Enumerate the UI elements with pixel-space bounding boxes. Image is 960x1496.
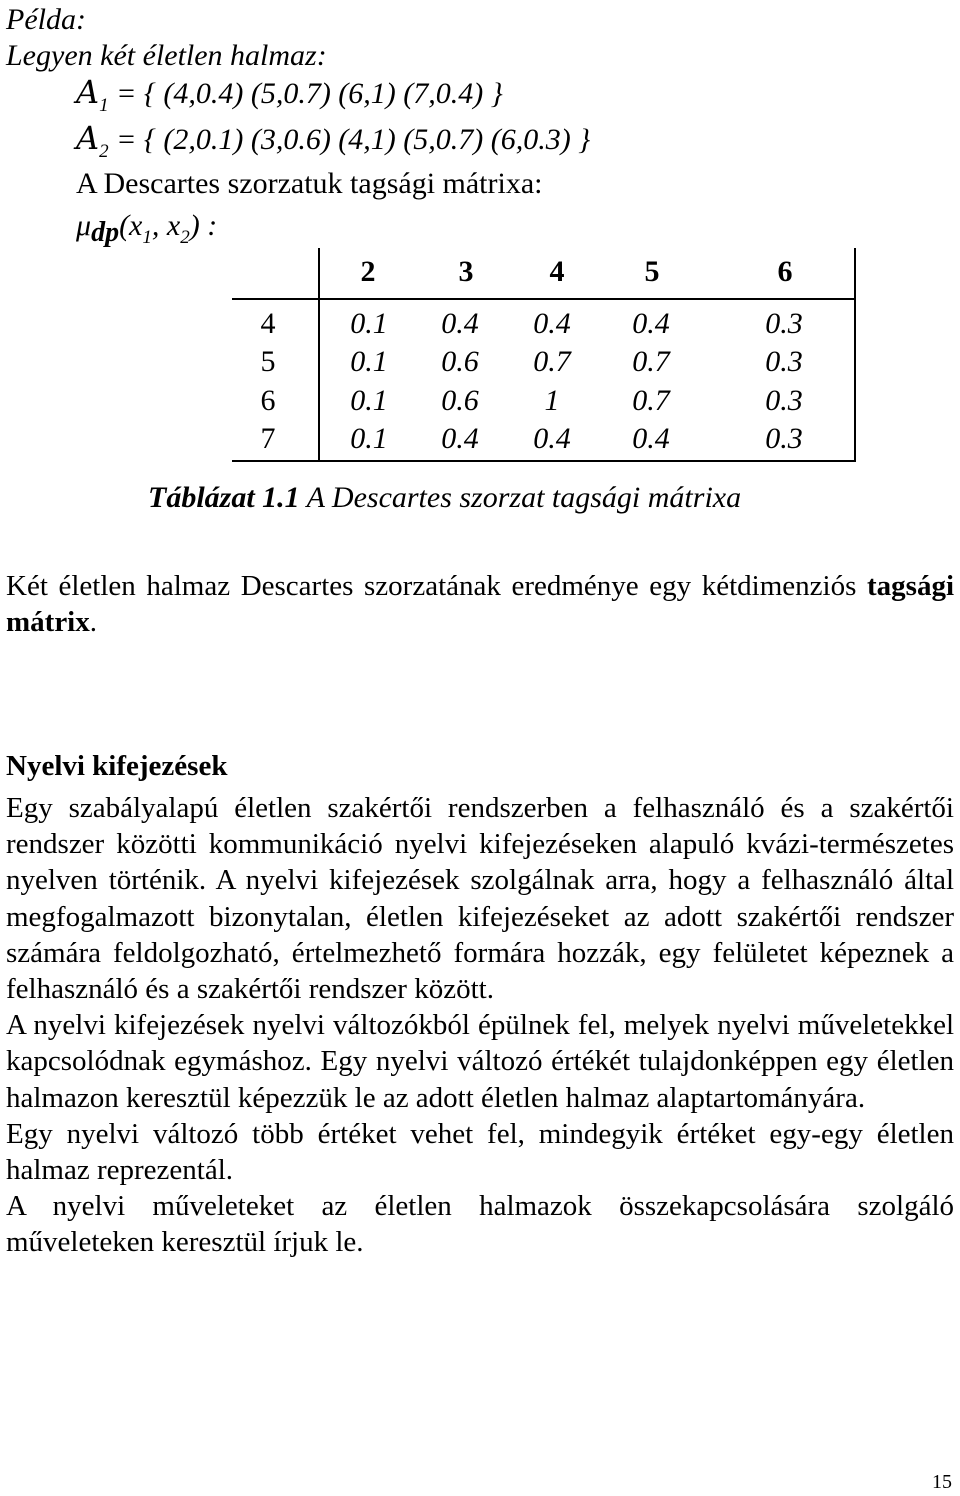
matrix-cell: 0.3 — [765, 384, 803, 417]
set-2-index: 2 — [99, 141, 109, 162]
matrix-row-label: 5 — [260, 345, 276, 378]
set-2-definition — [76, 120, 590, 170]
matrix-cell: 0.4 — [441, 422, 479, 455]
matrix-cell: 0.6 — [441, 345, 479, 378]
membership-matrix — [232, 248, 856, 462]
matrix-bottom-line — [232, 460, 856, 462]
intro-line: Legyen két életlen halmaz: — [6, 39, 327, 72]
matrix-row-label: 4 — [260, 307, 276, 340]
table-caption-number: Táblázat 1.1 — [148, 481, 300, 514]
mu-symbol: μ — [76, 209, 92, 242]
table-caption-text: A Descartes szorzat tagsági mátrixa — [299, 481, 742, 514]
set-2-elements: = { (2,0.1) (3,0.6) (4,1) (5,0.7) (6,0.3) } — [116, 123, 591, 156]
matrix-cell: 0.4 — [441, 307, 479, 340]
matrix-row-label: 6 — [260, 384, 276, 417]
mu-open: (x — [119, 209, 143, 242]
matrix-col-header: 6 — [777, 255, 793, 288]
set-1-definition — [76, 74, 503, 124]
matrix-cell: 0.4 — [632, 307, 670, 340]
x2-index: 2 — [180, 227, 190, 248]
mu-subscript: dp — [91, 217, 120, 248]
matrix-cell: 0.3 — [765, 422, 803, 455]
matrix-header-line — [232, 298, 856, 300]
example-label: Példa: — [6, 3, 86, 36]
mu-close: ) : — [189, 209, 218, 242]
table-caption — [148, 480, 741, 516]
matrix-cell: 0.7 — [632, 345, 670, 378]
set-2-symbol: A — [76, 119, 100, 157]
result-paragraph-end: . — [89, 606, 97, 639]
body-paragraph: A nyelvi műveleteket az életlen halmazok összekapcsolására szolgáló műveleteken keresztül írjuk le. — [6, 1190, 954, 1259]
matrix-left-line — [318, 248, 320, 462]
matrix-intro: A Descartes szorzatuk tagsági mátrixa: — [76, 167, 543, 200]
mu-formula — [76, 208, 217, 256]
set-1-symbol: A — [76, 73, 100, 111]
matrix-cell: 0.1 — [350, 422, 388, 455]
result-paragraph-text: Két életlen halmaz Descartes szorzatának eredménye egy kétdimenziós — [6, 570, 867, 602]
set-1-elements: = { (4,0.4) (5,0.7) (6,1) (7,0.4) } — [116, 77, 503, 110]
matrix-col-header: 2 — [360, 255, 376, 288]
matrix-cell: 0.1 — [350, 345, 388, 378]
section-title: Nyelvi kifejezések — [6, 750, 228, 782]
matrix-cell: 0.7 — [533, 345, 571, 378]
result-paragraph-bold: tagsági mátrix — [6, 570, 954, 639]
matrix-cell: 0.3 — [765, 307, 803, 340]
body-paragraph: Egy nyelvi változó több értéket vehet fel, mindegyik értéket egy-egy életlen halmaz reprezentál. — [6, 1117, 954, 1187]
matrix-row-label: 7 — [260, 422, 276, 455]
body-paragraph: Egy szabályalapú életlen szakértői rendszerben a felhasználó és a szakértői rendszer közötti kommunikáció nyelvi kifejezéseken alapuló kvázi-természetes nyelven történik. A nyelvi kifejezések szolgálnak arra, hogy a felhasználó által megfogalmazott bizonytalan, életlen kifejezéseket az adott szakértői rendszer számára feldolgozható, értelmezhető formára hozzák, egy felületet képeznek a felhasználó és a szakértői rendszer között. — [6, 792, 954, 1006]
matrix-col-header: 3 — [458, 255, 474, 288]
matrix-cell: 0.4 — [632, 422, 670, 455]
page-number: 15 — [932, 1471, 952, 1493]
matrix-cell: 0.4 — [533, 422, 571, 455]
x1-index: 1 — [142, 227, 152, 248]
matrix-cell: 1 — [544, 384, 560, 417]
matrix-cell: 0.7 — [632, 384, 670, 417]
matrix-cell: 0.3 — [765, 345, 803, 378]
body-text — [6, 790, 954, 1261]
matrix-right-line — [854, 248, 856, 462]
matrix-cell: 0.1 — [350, 384, 388, 417]
mu-mid: , x — [151, 209, 181, 242]
result-paragraph — [6, 568, 954, 640]
body-paragraph: A nyelvi kifejezések nyelvi változókból épülnek fel, melyek nyelvi műveletekkel kapcsolódnak egymáshoz. Egy nyelvi változó értékét tulajdonképpen egy életlen halmazon keresztül képezzük le az adott életlen halmaz alaptartományára. — [6, 1009, 954, 1114]
matrix-col-header: 5 — [644, 255, 660, 288]
matrix-cell: 0.6 — [441, 384, 479, 417]
matrix-cell: 0.1 — [350, 307, 388, 340]
set-1-index: 1 — [99, 95, 109, 116]
matrix-cell: 0.4 — [533, 307, 571, 340]
matrix-col-header: 4 — [549, 255, 565, 288]
